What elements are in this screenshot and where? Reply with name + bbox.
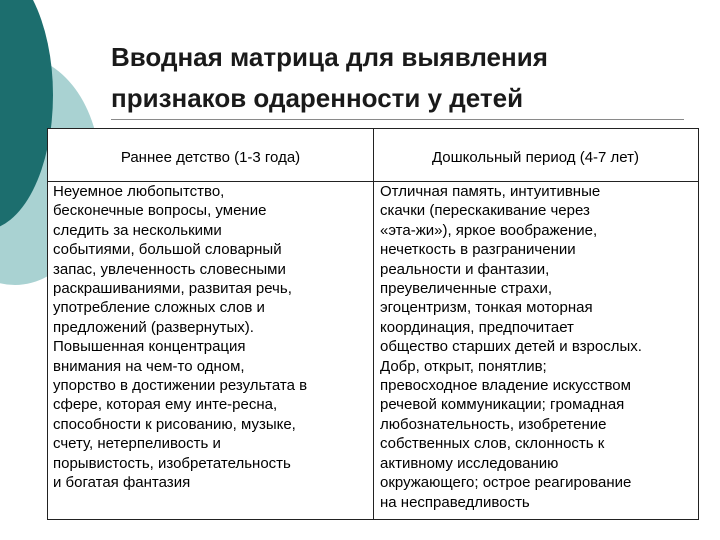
line-text: Неуемное любопытство, <box>53 183 225 200</box>
column-header-preschool: Дошкольный период (4-7 лет) <box>431 149 640 166</box>
trait-line: любознательность, изобретение <box>380 415 607 433</box>
trait-line: предложений (развернутых). <box>53 318 254 336</box>
column-header-early-childhood: Раннее детство (1-3 года) <box>120 149 301 166</box>
trait-line: скачки (перескакивание через <box>380 202 590 220</box>
trait-line: Добр, открыт, понятлив; <box>380 357 547 375</box>
trait-line: активному исследованию <box>380 454 559 472</box>
trait-line: и богатая фантазия <box>53 474 191 492</box>
trait-line: речевой коммуникации; громадная <box>380 396 625 414</box>
trait-line <box>53 182 367 201</box>
slide-title-line-1: Вводная матрица для выявления <box>111 42 548 72</box>
trait-line: реальности и фантазии, <box>380 260 550 278</box>
trait-line: превосходное владение искусством <box>380 377 631 395</box>
trait-line: эгоцентризм, тонкая моторная <box>380 299 593 317</box>
trait-line: употребление сложных слов и <box>53 299 265 317</box>
trait-line: «эта-жи»), яркое воображение, <box>380 221 598 239</box>
trait-line: Отличная память, интуитивные <box>380 183 601 200</box>
trait-line: преувеличенные страхи, <box>380 280 553 298</box>
slide-title <box>111 37 701 119</box>
trait-line: на несправедливость <box>380 493 530 511</box>
trait-line: запас, увлеченность словесными <box>53 260 286 278</box>
trait-line: счету, нетерпеливость и <box>53 435 221 453</box>
trait-line: упорство в достижении результата в <box>53 377 308 395</box>
trait-line: окружающего; острое реагирование <box>380 474 632 492</box>
trait-line: Повышенная концентрация <box>53 338 246 356</box>
giftedness-matrix-table <box>47 128 699 520</box>
trait-line: внимания на чем-то одном, <box>53 357 245 375</box>
cell-preschool-traits <box>380 182 698 512</box>
trait-line: порывистость, изобретательность <box>53 454 291 472</box>
trait-line: следить за несколькими <box>53 221 222 239</box>
trait-line: собственных слов, склонность к <box>380 435 605 453</box>
trait-line: раскрашиваниями, развитая речь, <box>53 280 292 298</box>
trait-line: событиями, большой словарный <box>53 241 282 259</box>
trait-line: общество старших детей и взрослых. <box>380 338 642 356</box>
cell-early-childhood-traits <box>53 182 367 493</box>
trait-line: бесконечные вопросы, умение <box>53 202 267 220</box>
title-divider <box>111 119 684 120</box>
column-divider <box>373 129 374 519</box>
trait-line: нечеткость в разграничении <box>380 241 576 259</box>
slide-title-line-2: признаков одаренности у детей <box>111 83 524 113</box>
trait-line: сфере, которая ему инте-ресна, <box>53 396 278 414</box>
trait-line: координация, предпочитает <box>380 318 574 336</box>
trait-line: способности к рисованию, музыке, <box>53 415 296 433</box>
